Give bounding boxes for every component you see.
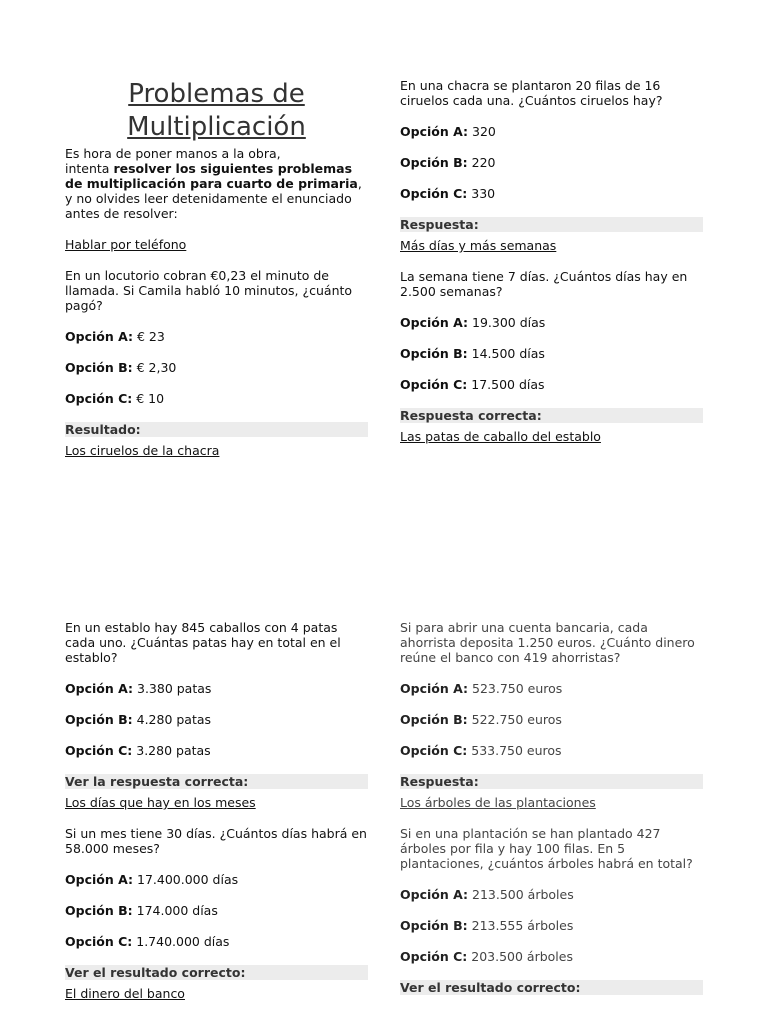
page-title: Problemas de Multiplicación: [127, 79, 306, 142]
problem-5-heading[interactable]: Los días que hay en los meses: [65, 795, 256, 810]
problem-6-answer-toggle[interactable]: Respuesta:: [400, 774, 703, 789]
problem-7-option-a: Opción A: 213.500 árboles: [400, 887, 574, 902]
problem-6-heading[interactable]: El dinero del banco: [65, 986, 185, 1001]
problem-6-option-c: Opción C: 533.750 euros: [400, 743, 562, 758]
problem-5-option-c: Opción C: 1.740.000 días: [65, 934, 230, 949]
problem-3-option-b: Opción B: 14.500 días: [400, 346, 545, 361]
left-column-bottom: [65, 620, 368, 1001]
problem-1-option-b: Opción B: € 2,30: [65, 360, 177, 375]
problem-2-question: En una chacra se plantaron 20 filas de 16 ciruelos cada una. ¿Cuántos ciruelos hay?: [400, 78, 663, 108]
problem-5-option-b: Opción B: 174.000 días: [65, 903, 218, 918]
problem-7-answer-toggle[interactable]: Ver el resultado correcto:: [400, 980, 703, 995]
intro-column: [65, 78, 368, 458]
problem-7-option-b: Opción B: 213.555 árboles: [400, 918, 574, 933]
problem-2-option-c: Opción C: 330: [400, 186, 496, 201]
problem-7-question: Si en una plantación se han plantado 427 árboles por fila y hay 100 filas. En 5 plantaciones, ¿cuántos árboles habrá en total?: [400, 826, 693, 871]
problem-1-answer-toggle[interactable]: Resultado:: [65, 422, 368, 437]
problem-5-option-a: Opción A: 17.400.000 días: [65, 872, 239, 887]
problem-5-answer-toggle[interactable]: Ver el resultado correcto:: [65, 965, 368, 980]
problem-4-option-a: Opción A: 3.380 patas: [65, 681, 212, 696]
problem-2-option-a: Opción A: 320: [400, 124, 496, 139]
problem-2-option-b: Opción B: 220: [400, 155, 496, 170]
problem-4-option-b: Opción B: 4.280 patas: [65, 712, 212, 727]
problem-6-option-b: Opción B: 522.750 euros: [400, 712, 562, 727]
problem-3-question: La semana tiene 7 días. ¿Cuántos días hay en 2.500 semanas?: [400, 269, 688, 299]
problem-1-question: En un locutorio cobran €0,23 el minuto de llamada. Si Camila habló 10 minutos, ¿cuánto pagó?: [65, 268, 353, 313]
problem-3-option-a: Opción A: 19.300 días: [400, 315, 546, 330]
problem-1-option-c: Opción C: € 10: [65, 391, 165, 406]
problem-4-heading[interactable]: Las patas de caballo del establo: [400, 429, 601, 444]
problem-4-question: En un establo hay 845 caballos con 4 patas cada uno. ¿Cuántas patas hay en total en el establo?: [65, 620, 341, 665]
problem-2-answer-toggle[interactable]: Respuesta:: [400, 217, 703, 232]
problem-3-heading[interactable]: Más días y más semanas: [400, 238, 557, 253]
intro-text: Es hora de poner manos a la obra, intenta resolver los siguientes problemas de multiplicación para cuarto de primaria, y no olvides leer detenidamente el enunciado antes de resolver:: [65, 146, 362, 221]
right-column-bottom: [400, 620, 703, 995]
right-column-top: [400, 78, 703, 444]
problem-4-option-c: Opción C: 3.280 patas: [65, 743, 211, 758]
problem-5-question: Si un mes tiene 30 días. ¿Cuántos días habrá en 58.000 meses?: [65, 826, 367, 856]
problem-1-heading[interactable]: Hablar por teléfono: [65, 237, 187, 252]
problem-4-answer-toggle[interactable]: Ver la respuesta correcta:: [65, 774, 368, 789]
problem-7-option-c: Opción C: 203.500 árboles: [400, 949, 573, 964]
problem-6-question: Si para abrir una cuenta bancaria, cada ahorrista deposita 1.250 euros. ¿Cuánto dinero reúne el banco con 419 ahorristas?: [400, 620, 695, 665]
problem-3-option-c: Opción C: 17.500 días: [400, 377, 545, 392]
problem-2-heading[interactable]: Los ciruelos de la chacra: [65, 443, 220, 458]
problem-7-heading[interactable]: Los árboles de las plantaciones: [400, 795, 596, 810]
problem-3-answer-toggle[interactable]: Respuesta correcta:: [400, 408, 703, 423]
problem-1-option-a: Opción A: € 23: [65, 329, 165, 344]
problem-6-option-a: Opción A: 523.750 euros: [400, 681, 563, 696]
